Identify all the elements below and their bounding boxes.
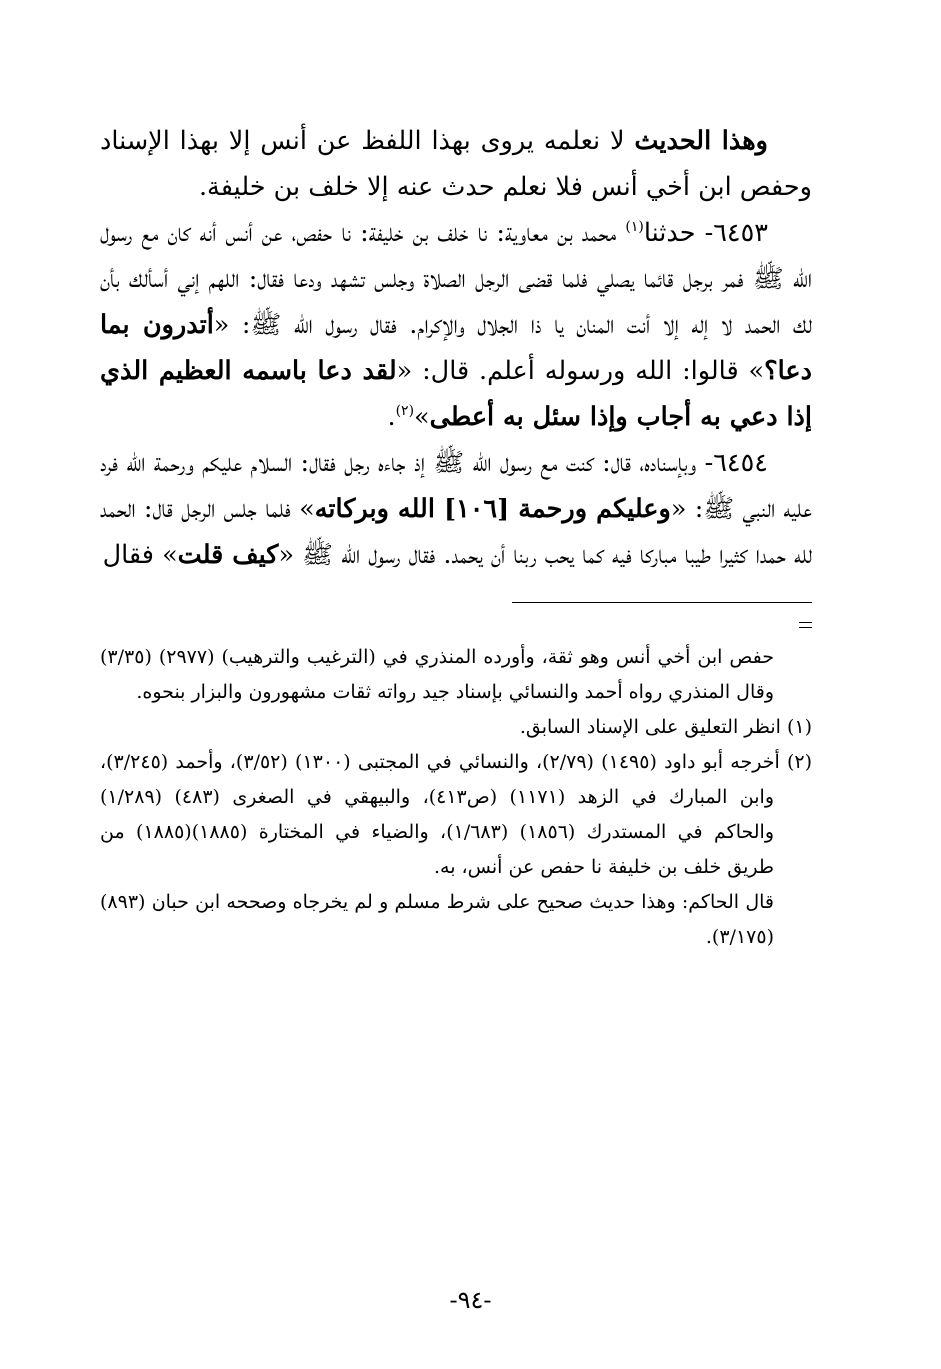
hadith-text: » فقال	[102, 540, 178, 570]
footnote-ref-2: (٢)	[395, 403, 415, 419]
separator-line	[512, 602, 812, 603]
footnote-continuation: حفص ابن أخي أنس وهو ثقة، وأورده المنذري في (الترغيب والترهيب) (٢٩٧٧) (٣/٣٥) وقال المنذري رواه أحمد والنسائي بإسناد جيد رواته ثقات مشهورون والبزار بنحوه.	[100, 646, 775, 703]
hadith-text: » قالوا: الله ورسوله أعلم. قال: «	[396, 356, 765, 386]
paragraph-1	[100, 118, 812, 210]
footnote-ref-1: (١)	[625, 219, 644, 235]
hadith-text: ٦٤٥٤- وبإسناده، قال: كنت مع رسول الله ﷺ إذ جاءه رجل فقال: السلام عليكم ورحمة الله فرد عليه النبي ﷺ: «	[100, 448, 812, 524]
hadith-6454	[100, 440, 812, 578]
bold-phrase: الله وبركاته	[314, 494, 435, 524]
footnote-2-continuation: قال الحاكم: وهذا حديث صحيح على شرط مسلم و لم يخرجاه وصححه ابن حبان (٨٩٣) (٣/١٧٥).	[100, 891, 774, 948]
hadith-text: .	[387, 402, 396, 432]
footnote-2: (٢) أخرجه أبو داود (١٤٩٥) (٢/٧٩)، والنسائي في المجتبى (١٣٠٠) (٣/٥٢)، وأحمد (٣/٢٤٥)، وابن المبارك في الزهد (١١٧١) (ص٤١٣)، والبيهقي في الصغرى (٤٨٣) (١/٢٨٩) والحاكم في المستدرك (١٨٥٦) (١/٦٨٣)، والضياء في المختارة (١٨٨٥)(١٨٨٥) من طريق خلف بن خليفة نا حفص عن أنس، به.	[100, 751, 812, 878]
hadith-text: محمد بن معاوية: نا خلف بن خليفة: نا حفص، عن أنس أنه كان مع رسول الله ﷺ فمر برجل قائما يصلي فلما قضى الرجل الصلاة وجلس تشهد ودعا فقال: اللهم إني أسألك بأن لك الحمد لا إله إلا أنت المنان يا ذا الجلال والإكرام. فقال رسول الله ﷺ: «	[100, 218, 812, 340]
bold-phrase: وهذا الحديث	[634, 126, 768, 156]
bold-phrase: أتدرون بما دعا؟	[100, 310, 812, 386]
hadith-6453	[100, 210, 812, 440]
bold-phrase: وعليكم ورحمة	[518, 494, 671, 524]
footnotes	[100, 640, 812, 955]
main-text	[100, 118, 812, 578]
hadith-text: ٦٤٥٣- حدثنا	[643, 218, 769, 248]
footnote-separator	[100, 578, 812, 640]
bold-phrase: لقد دعا باسمه العظيم الذي إذا دعي به أجاب وإذا سئل به أعطى	[100, 356, 812, 432]
continuation-mark	[799, 622, 812, 628]
footnote-1: (١) انظر التعليق على الإسناد السابق.	[519, 716, 812, 738]
bold-phrase: كيف قلت	[177, 540, 279, 570]
manuscript-page-marker: [١٠٦]	[434, 494, 519, 524]
paragraph-text: لا نعلمه يروى بهذا اللفظ عن أنس إلا بهذا الإسناد وحفص ابن أخي أنس فلا نعلم حدث عنه إلا خلف بن خليفة.	[100, 126, 812, 202]
page-number: -٩٤-	[449, 1286, 492, 1314]
document-page	[100, 118, 812, 955]
hadith-text: » فلما جلس الرجل قال: الحمد لله حمدا كثيرا طيبا مباركا فيه كما يحب ربنا أن يحمد. فقال رسول الله ﷺ «	[100, 494, 812, 570]
hadith-text: »	[414, 402, 430, 432]
